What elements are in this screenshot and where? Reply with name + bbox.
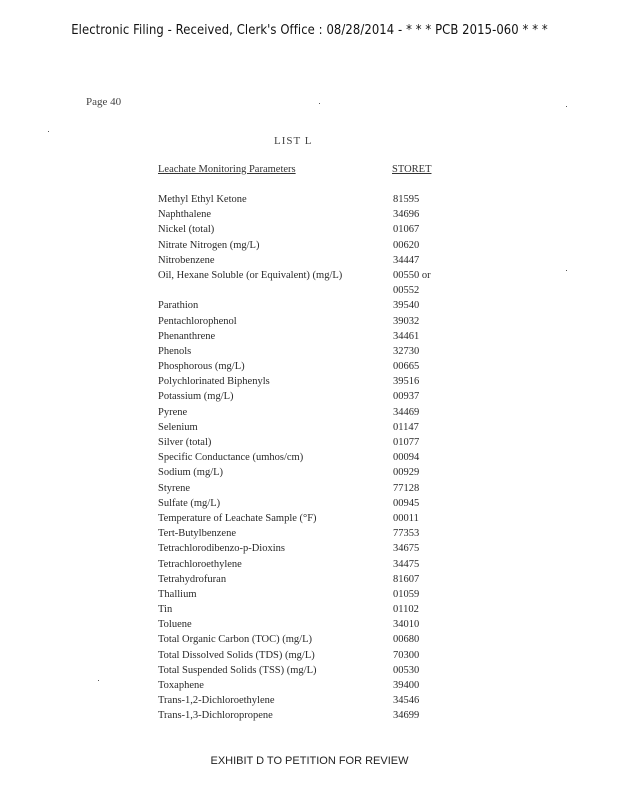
list-item [158,420,458,435]
page-number: Page 40 [86,96,122,108]
storet-code: 34447 [393,254,420,266]
scan-speck [48,131,49,132]
list-item [158,678,458,693]
list-item [158,222,458,237]
storet-code: 34675 [393,543,420,555]
storet-code: 00665 [393,361,420,373]
parameter-name: Styrene [158,482,191,494]
storet-code: 00530 [393,664,420,676]
list-item [158,648,458,663]
list-item [158,693,458,708]
parameter-name: Nitrate Nitrogen (mg/L) [158,239,260,251]
column-header-parameter: Leachate Monitoring Parameters [158,164,296,175]
storet-code: 00680 [393,634,420,646]
parameter-name: Total Dissolved Solids (TDS) (mg/L) [158,649,315,661]
storet-code: 00929 [393,467,420,479]
list-item [158,496,458,511]
storet-code: 77128 [393,482,420,494]
list-item [158,587,458,602]
parameter-name: Trans-1,2-Dichloroethylene [158,695,275,707]
parameter-name: Trans-1,3-Dichloropropene [158,710,273,722]
list-item [158,238,458,253]
list-item [158,465,458,480]
list-item [158,632,458,647]
parameter-name: Sulfate (mg/L) [158,497,221,509]
storet-code: 70300 [393,649,420,661]
parameter-name: Thallium [158,588,197,600]
storet-code: 00550 or 00552 [393,269,431,297]
storet-code: 00011 [393,512,419,524]
storet-code: 34469 [393,406,420,418]
list-item [158,359,458,374]
storet-code: 01067 [393,224,420,236]
parameter-name: Parathion [158,300,199,312]
list-item [158,253,458,268]
column-header-storet: STORET [392,164,432,175]
parameter-name: Tetrachloroethylene [158,558,242,570]
storet-code: 81607 [393,573,420,585]
list-item [158,526,458,541]
parameter-name: Tetrachlorodibenzo-p-Dioxins [158,543,285,555]
parameter-name: Toluene [158,619,192,631]
parameter-name: Nickel (total) [158,224,215,236]
parameter-name: Naphthalene [158,209,212,221]
storet-code: 01077 [393,437,420,449]
storet-code: 39400 [393,680,420,692]
list-item [158,207,458,222]
parameter-name: Potassium (mg/L) [158,391,234,403]
exhibit-footer: EXHIBIT D TO PETITION FOR REVIEW [210,755,409,767]
list-item [158,192,458,207]
parameter-name: Total Organic Carbon (TOC) (mg/L) [158,634,313,646]
list-item [158,602,458,617]
parameter-name: Sodium (mg/L) [158,467,224,479]
storet-code: 00937 [393,391,420,403]
list-item [158,481,458,496]
parameter-name: Silver (total) [158,437,212,449]
parameter-name: Pyrene [158,406,188,418]
storet-code: 00094 [393,452,420,464]
parameter-name: Pentachlorophenol [158,315,237,327]
storet-code: 39540 [393,300,420,312]
list-item [158,329,458,344]
list-item [158,617,458,632]
parameter-name: Selenium [158,421,198,433]
list-item [158,389,458,404]
storet-code: 34475 [393,558,420,570]
list-item [158,298,458,313]
list-item [158,374,458,389]
list-item [158,405,458,420]
list-item [158,557,458,572]
list-item [158,708,458,723]
storet-code: 01147 [393,421,419,433]
parameter-name: Methyl Ethyl Ketone [158,194,247,205]
storet-code: 00620 [393,239,420,251]
storet-code: 81595 [393,194,420,205]
parameter-name: Specific Conductance (umhos/cm) [158,452,304,464]
storet-code: 34699 [393,710,420,722]
storet-code: 34461 [393,330,420,342]
storet-code: 34696 [393,209,420,221]
parameter-name: Phosphorous (mg/L) [158,361,245,373]
parameter-name: Tetrahydrofuran [158,573,227,585]
list-item [158,268,458,298]
list-item [158,450,458,465]
list-item [158,511,458,526]
parameter-name: Temperature of Leachate Sample (°F) [158,512,317,524]
scan-speck [566,270,567,271]
list-item [158,435,458,450]
parameter-name: Tin [158,604,173,616]
parameter-name: Total Suspended Solids (TSS) (mg/L) [158,664,317,676]
parameter-name: Polychlorinated Biphenyls [158,376,270,388]
parameter-name: Oil, Hexane Soluble (or Equivalent) (mg/L) [158,269,343,281]
parameter-name: Nitrobenzene [158,254,215,266]
parameter-name: Toxaphene [158,680,204,692]
storet-code: 34010 [393,619,420,631]
storet-code: 39032 [393,315,420,327]
list-title: LIST L [274,135,313,147]
parameter-name: Phenanthrene [158,330,216,342]
list-item [158,663,458,678]
parameter-list [158,192,458,724]
storet-code: 32730 [393,345,420,357]
storet-code: 01059 [393,588,420,600]
list-item [158,541,458,556]
storet-code: 77353 [393,528,420,540]
storet-code: 34546 [393,695,420,707]
storet-code: 00945 [393,497,420,509]
parameter-name: Phenols [158,345,192,357]
scan-speck [319,103,320,104]
scan-speck [566,106,567,107]
storet-code: 39516 [393,376,420,388]
list-item [158,344,458,359]
list-item [158,572,458,587]
scan-speck [98,680,99,681]
list-item [158,314,458,329]
filing-stamp-header: Electronic Filing - Received, Clerk's Office : 08/28/2014 - * * * PCB 2015-060 * * * [71,22,548,38]
storet-code: 01102 [393,604,419,616]
parameter-name: Tert-Butylbenzene [158,528,236,540]
